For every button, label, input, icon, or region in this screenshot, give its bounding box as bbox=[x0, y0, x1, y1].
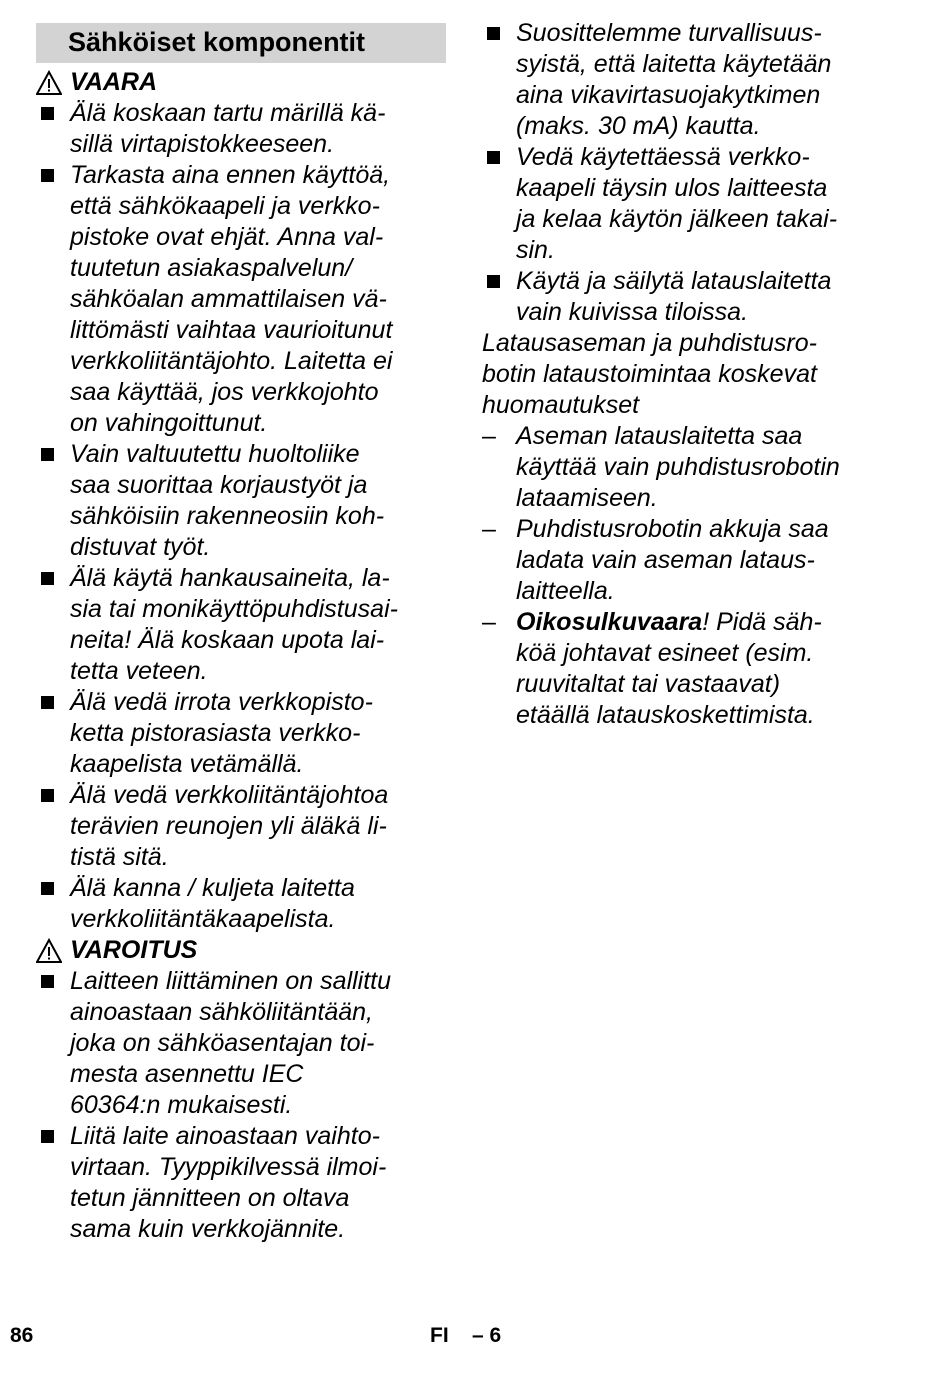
text-line: verkkoliitäntäkaapelista. bbox=[70, 905, 336, 933]
item-text bbox=[70, 966, 446, 1121]
text-line: Älä kanna / kuljeta laitetta bbox=[70, 874, 355, 902]
right-column bbox=[482, 18, 912, 731]
text-line: laitteella. bbox=[516, 577, 615, 605]
danger-list-item bbox=[36, 687, 446, 780]
bullet-square-icon bbox=[41, 696, 54, 709]
item-text bbox=[70, 98, 446, 160]
danger-list-item bbox=[36, 160, 446, 439]
danger-title: VAARA bbox=[70, 68, 158, 96]
bullet-square-icon bbox=[41, 789, 54, 802]
dash-list-item bbox=[482, 421, 912, 514]
text-line: ja kelaa käytön jälkeen takai- bbox=[516, 205, 838, 233]
item-text bbox=[70, 439, 446, 563]
short-circuit-label: Oikosulkuvaara bbox=[516, 608, 703, 636]
text-line: sähköisiin rakenneosiin koh- bbox=[70, 502, 385, 530]
caution-heading bbox=[36, 935, 446, 966]
item-text bbox=[516, 514, 912, 607]
item-text bbox=[516, 421, 912, 514]
text-line: pistoke ovat ehjät. Anna val- bbox=[70, 223, 384, 251]
text-line: lataamiseen. bbox=[516, 484, 658, 512]
bullet-square-icon bbox=[41, 975, 54, 988]
text-line: sähköalan ammattilaisen vä- bbox=[70, 285, 387, 313]
text-line: Tarkasta aina ennen käyttöä, bbox=[70, 161, 391, 189]
text-line: neita! Älä koskaan upota lai- bbox=[70, 626, 385, 654]
text-line: 60364:n mukaisesti. bbox=[70, 1091, 293, 1119]
language-page-label: FI – 6 bbox=[430, 1324, 502, 1347]
text-line: ainoastaan sähköliitäntään, bbox=[70, 998, 374, 1026]
warning-triangle-icon bbox=[36, 938, 62, 964]
dash-marker: – bbox=[482, 422, 496, 450]
text-line: ketta pistorasiasta verkko- bbox=[70, 719, 361, 747]
text-line: ladata vain aseman lataus- bbox=[516, 546, 815, 574]
caution-title: VAROITUS bbox=[70, 936, 198, 964]
text-line: että sähkökaapeli ja verkko- bbox=[70, 192, 380, 220]
left-column bbox=[36, 18, 446, 1245]
danger-list-item bbox=[36, 439, 446, 563]
text-line: Vedä käytettäessä verkko- bbox=[516, 143, 810, 171]
short-circuit-first-line bbox=[516, 607, 912, 638]
text-line: Suosittelemme turvallisuus- bbox=[516, 19, 822, 47]
text-line: Liitä laite ainoastaan vaihto- bbox=[70, 1122, 380, 1150]
item-text bbox=[70, 687, 446, 780]
text-line: virtaan. Tyyppikilvessä ilmoi- bbox=[70, 1153, 387, 1181]
bullet-square-icon bbox=[41, 572, 54, 585]
caution-list-item bbox=[36, 966, 446, 1121]
item-text bbox=[516, 142, 912, 266]
bullet-square-icon bbox=[487, 275, 500, 288]
bullet-square-icon bbox=[41, 169, 54, 182]
text-line: kaapeli täysin ulos laitteesta bbox=[516, 174, 828, 202]
item-text bbox=[70, 1121, 446, 1245]
text-line: käyttää vain puhdistusrobotin bbox=[516, 453, 840, 481]
danger-list-item bbox=[36, 873, 446, 935]
text-line: sin. bbox=[516, 236, 555, 264]
dash-list bbox=[482, 421, 912, 607]
dash-list-item bbox=[482, 514, 912, 607]
item-text bbox=[516, 266, 912, 328]
dash-item-short-circuit bbox=[482, 607, 912, 731]
text-line: botin lataustoimintaa koskevat bbox=[482, 360, 817, 388]
text-line: verkkoliitäntäjohto. Laitetta ei bbox=[70, 347, 393, 375]
text-line: ruuvitaltat tai vastaavat) bbox=[516, 670, 781, 698]
text-line: syistä, että laitetta käytetään bbox=[516, 50, 832, 78]
text-line: Vain valtuutettu huoltoliike bbox=[70, 440, 360, 468]
bullet-square-icon bbox=[41, 448, 54, 461]
bullet-square-icon bbox=[41, 1130, 54, 1143]
right-list-item bbox=[482, 18, 912, 142]
text-line: Älä vedä irrota verkkopisto- bbox=[70, 688, 373, 716]
bullet-square-icon bbox=[487, 151, 500, 164]
text-line: saa käyttää, jos verkkojohto bbox=[70, 378, 379, 406]
danger-list bbox=[36, 98, 446, 935]
text-line: sia tai monikäyttöpuhdistusai- bbox=[70, 595, 398, 623]
text-line: Älä käytä hankausaineita, la- bbox=[70, 564, 390, 592]
danger-heading bbox=[36, 67, 446, 98]
danger-list-item bbox=[36, 780, 446, 873]
caution-list-item bbox=[36, 1121, 446, 1245]
bullet-square-icon bbox=[41, 107, 54, 120]
text-line: tistä sitä. bbox=[70, 843, 169, 871]
text-line: terävien reunojen yli äläkä li- bbox=[70, 812, 387, 840]
danger-list-item bbox=[36, 98, 446, 160]
text-line: tetun jännitteen on oltava bbox=[70, 1184, 350, 1212]
danger-list-item bbox=[36, 563, 446, 687]
charging-note bbox=[482, 328, 912, 421]
item-text bbox=[516, 18, 912, 142]
text-line: mesta asennettu IEC bbox=[70, 1060, 304, 1088]
text-line: kaapelista vetämällä. bbox=[70, 750, 304, 778]
text-line: sama kuin verkkojännite. bbox=[70, 1215, 346, 1243]
text-line: Aseman latauslaitetta saa bbox=[516, 422, 803, 450]
page-number: 86 bbox=[10, 1324, 34, 1347]
text-line: joka on sähköasentajan toi- bbox=[70, 1029, 375, 1057]
item-text bbox=[70, 873, 446, 935]
section-title: Sähköiset komponentit bbox=[36, 23, 446, 63]
text-line: Älä koskaan tartu märillä kä- bbox=[70, 99, 386, 127]
item-text bbox=[70, 160, 446, 439]
text-line: tuutetun asiakaspalvelun/ bbox=[70, 254, 353, 282]
text-line: Käytä ja säilytä latauslaitetta bbox=[516, 267, 832, 295]
item-text bbox=[70, 780, 446, 873]
text-line: Älä vedä verkkoliitäntäjohtoa bbox=[70, 781, 389, 809]
text-line: Latausaseman ja puhdistusro- bbox=[482, 329, 817, 357]
text-line: saa suorittaa korjaustyöt ja bbox=[70, 471, 368, 499]
text-line: distuvat työt. bbox=[70, 533, 211, 561]
caution-list bbox=[36, 966, 446, 1245]
right-list-item bbox=[482, 142, 912, 266]
text-line: Laitteen liittäminen on sallittu bbox=[70, 967, 392, 995]
text-line: on vahingoittunut. bbox=[70, 409, 268, 437]
text-line: tetta veteen. bbox=[70, 657, 208, 685]
short-circuit-rest: ! Pidä säh- bbox=[702, 608, 822, 636]
text-line: Puhdistusrobotin akkuja saa bbox=[516, 515, 829, 543]
bullet-square-icon bbox=[41, 882, 54, 895]
item-text bbox=[70, 563, 446, 687]
bullet-square-icon bbox=[487, 27, 500, 40]
text-line: (maks. 30 mA) kautta. bbox=[516, 112, 761, 140]
text-line: huomautukset bbox=[482, 391, 640, 419]
right-bullet-list bbox=[482, 18, 912, 328]
dash-marker: – bbox=[482, 515, 496, 543]
text-line: littömästi vaihtaa vaurioitunut bbox=[70, 316, 393, 344]
text-line: aina vikavirtasuojakytkimen bbox=[516, 81, 821, 109]
right-list-item bbox=[482, 266, 912, 328]
text-line: sillä virtapistokkeeseen. bbox=[70, 130, 335, 158]
text-line: vain kuivissa tiloissa. bbox=[516, 298, 749, 326]
text-line: köä johtavat esineet (esim. bbox=[516, 639, 814, 667]
warning-triangle-icon bbox=[36, 70, 62, 96]
dash-marker: – bbox=[482, 608, 496, 636]
text-line: etäällä latauskoskettimista. bbox=[516, 701, 815, 729]
